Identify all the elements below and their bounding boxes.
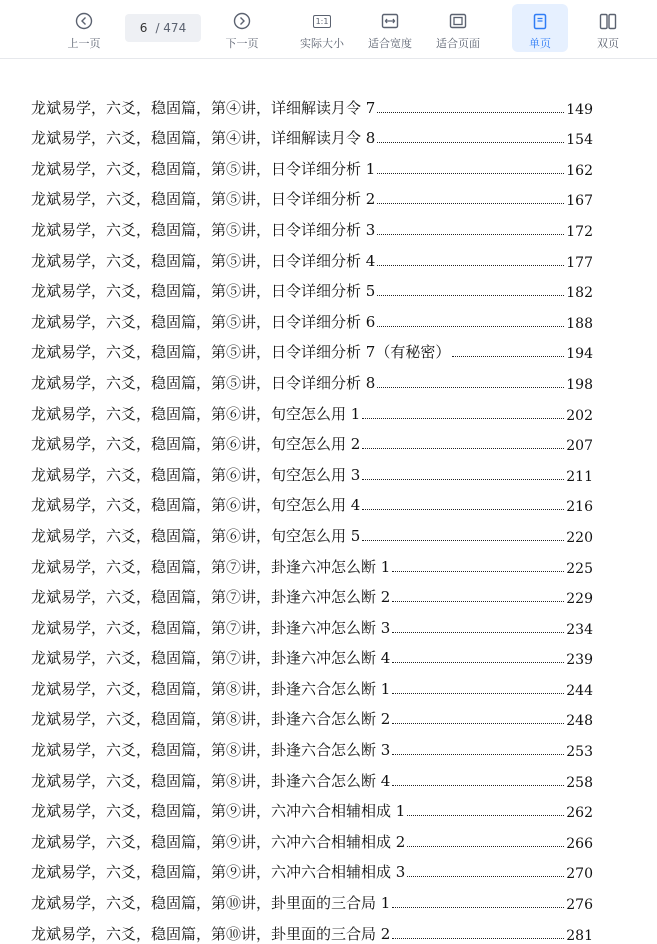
toc-entry-title: 龙斌易学，六爻，稳固篇，第⑩讲，卦里面的三合局 1 [31, 894, 391, 913]
toc-entry-page: 266 [566, 835, 593, 852]
toc-leader-dots [392, 570, 564, 572]
toc-entry[interactable] [31, 87, 593, 118]
toc-entry-title: 龙斌易学，六爻，稳固篇，第⑥讲，旬空怎么用 3 [31, 465, 361, 484]
toc-entry-title: 龙斌易学，六爻，稳固篇，第④讲，详细解读月令 8 [31, 129, 376, 148]
toc-entry-page: 220 [566, 529, 593, 546]
toc-entry[interactable] [31, 240, 593, 271]
fit-page-icon [449, 10, 467, 32]
toc-entry[interactable] [31, 148, 593, 179]
toc-entry[interactable] [31, 393, 593, 424]
toc-entry[interactable] [31, 668, 593, 699]
double-page-label: 双页 [597, 37, 619, 50]
toc-leader-dots [362, 508, 564, 510]
toc-entry[interactable] [31, 179, 593, 210]
toc-entry[interactable] [31, 729, 593, 760]
toc-leader-dots [362, 478, 564, 480]
toc-leader-dots [392, 906, 564, 908]
toc-entry-title: 龙斌易学，六爻，稳固篇，第⑤讲，日令详细分析 4 [31, 251, 376, 270]
toc-leader-dots [377, 386, 564, 388]
toc-entry[interactable] [31, 424, 593, 455]
toc-entry[interactable] [31, 791, 593, 822]
toc-leader-dots [392, 631, 564, 633]
toc-entry-title: 龙斌易学，六爻，稳固篇，第⑦讲，卦逢六冲怎么断 2 [31, 588, 391, 607]
toc-leader-dots [452, 355, 564, 357]
arrow-left-circle-icon [75, 10, 93, 32]
toc-leader-dots [362, 539, 564, 541]
arrow-right-circle-icon [233, 10, 251, 32]
toc-entry-page: 207 [566, 438, 593, 455]
toc-leader-dots [377, 294, 564, 296]
toc-entry[interactable] [31, 332, 593, 363]
page-number-input[interactable] [125, 14, 201, 42]
toc-entry-title: 龙斌易学，六爻，稳固篇，第⑥讲，旬空怎么用 1 [31, 404, 361, 423]
toc-leader-dots [377, 111, 564, 113]
toc-entry[interactable] [31, 607, 593, 638]
current-page: 6 [139, 21, 148, 35]
toc-entry[interactable] [31, 301, 593, 332]
toc-entry[interactable] [31, 882, 593, 913]
toc-entry-title: 龙斌易学，六爻，稳固篇，第⑦讲，卦逢六冲怎么断 4 [31, 649, 391, 668]
toc-entry-page: 253 [566, 744, 593, 761]
toc-leader-dots [392, 661, 564, 663]
toc-entry[interactable] [31, 821, 593, 852]
toc-leader-dots [377, 202, 564, 204]
toc-entry-page: 167 [566, 193, 593, 210]
toc-entry-page: 177 [566, 254, 593, 271]
toc-entry-page: 258 [566, 774, 593, 791]
fit-page-button[interactable] [430, 4, 486, 52]
toc-entry-page: 149 [566, 101, 593, 118]
single-page-button[interactable] [512, 4, 568, 52]
toc-entry-title: 龙斌易学，六爻，稳固篇，第⑧讲，卦逢六合怎么断 1 [31, 679, 391, 698]
toc-entry-page: 188 [566, 315, 593, 332]
actual-size-button[interactable] [294, 4, 350, 52]
toc-entry[interactable] [31, 118, 593, 149]
toc-entry-page: 262 [566, 805, 593, 822]
toc-leader-dots [392, 722, 564, 724]
toc-entry-page: 162 [566, 162, 593, 179]
toc-entry-page: 225 [566, 560, 593, 577]
viewer-toolbar [0, 0, 657, 59]
toc-entry-title: 龙斌易学，六爻，稳固篇，第⑥讲，旬空怎么用 2 [31, 435, 361, 454]
toc-entry-title: 龙斌易学，六爻，稳固篇，第④讲，详细解读月令 7 [31, 98, 376, 117]
toc-entry-title: 龙斌易学，六爻，稳固篇，第⑥讲，旬空怎么用 4 [31, 496, 361, 515]
fit-width-icon [381, 10, 399, 32]
actual-size-icon [313, 10, 332, 32]
toc-entry[interactable] [31, 913, 593, 944]
toc-entry[interactable] [31, 699, 593, 730]
toc-entry-title: 龙斌易学，六爻，稳固篇，第⑤讲，日令详细分析 7（有秘密） [31, 343, 451, 362]
single-page-label: 单页 [529, 37, 551, 50]
toc-leader-dots [392, 600, 564, 602]
toc-entry[interactable] [31, 485, 593, 516]
toc-entry-title: 龙斌易学，六爻，稳固篇，第⑤讲，日令详细分析 3 [31, 220, 376, 239]
toc-leader-dots [362, 447, 564, 449]
toc-entry-page: 234 [566, 621, 593, 638]
toc-entry-page: 270 [566, 866, 593, 883]
toc-entry[interactable] [31, 271, 593, 302]
fit-width-button[interactable] [362, 4, 418, 52]
toc-leader-dots [407, 845, 564, 847]
toc-leader-dots [392, 753, 564, 755]
toc-entry-page: 154 [566, 132, 593, 149]
toc-entry-page: 182 [566, 285, 593, 302]
toc-leader-dots [362, 417, 564, 419]
toc-entry[interactable] [31, 760, 593, 791]
toc-entry-page: 198 [566, 376, 593, 393]
toc-entry[interactable] [31, 362, 593, 393]
toc-entry-title: 龙斌易学，六爻，稳固篇，第⑤讲，日令详细分析 8 [31, 373, 376, 392]
toc-leader-dots [392, 937, 564, 939]
actual-size-label: 实际大小 [300, 37, 344, 50]
total-pages: / 474 [155, 21, 187, 35]
toc-entry[interactable] [31, 577, 593, 608]
toc-entry[interactable] [31, 515, 593, 546]
toc-entry-title: 龙斌易学，六爻，稳固篇，第⑧讲，卦逢六合怎么断 2 [31, 710, 391, 729]
table-of-contents [31, 87, 593, 944]
next-page-label: 下一页 [225, 37, 259, 50]
toc-entry-page: 244 [566, 682, 593, 699]
double-page-button[interactable] [580, 4, 636, 52]
toc-leader-dots [407, 814, 564, 816]
toc-leader-dots [377, 233, 564, 235]
prev-page-button[interactable] [56, 4, 112, 52]
toc-entry-title: 龙斌易学，六爻，稳固篇，第⑤讲，日令详细分析 2 [31, 190, 376, 209]
toc-leader-dots [377, 325, 564, 327]
toc-entry-page: 229 [566, 591, 593, 608]
toc-leader-dots [377, 264, 564, 266]
toc-entry[interactable] [31, 852, 593, 883]
toc-leader-dots [377, 141, 564, 143]
document-page [0, 59, 657, 944]
next-page-button[interactable] [214, 4, 270, 52]
toc-leader-dots [392, 692, 564, 694]
toc-entry-page: 202 [566, 407, 593, 424]
toc-entry-page: 281 [566, 927, 593, 944]
single-page-icon [533, 10, 547, 32]
toc-entry-title: 龙斌易学，六爻，稳固篇，第⑨讲，六冲六合相辅相成 2 [31, 832, 406, 851]
toc-leader-dots [377, 172, 564, 174]
toc-entry-title: 龙斌易学，六爻，稳固篇，第⑥讲，旬空怎么用 5 [31, 526, 361, 545]
double-page-icon [599, 10, 617, 32]
toc-entry-title: 龙斌易学，六爻，稳固篇，第⑤讲，日令详细分析 6 [31, 312, 376, 331]
toc-leader-dots [407, 875, 564, 877]
toc-entry-page: 172 [566, 223, 593, 240]
toc-entry-title: 龙斌易学，六爻，稳固篇，第⑨讲，六冲六合相辅相成 3 [31, 863, 406, 882]
toc-entry-page: 194 [566, 346, 593, 363]
actual-size-icon-text: 1:1 [313, 15, 332, 28]
toc-entry-page: 248 [566, 713, 593, 730]
toc-entry[interactable] [31, 454, 593, 485]
toc-entry[interactable] [31, 546, 593, 577]
toc-entry[interactable] [31, 209, 593, 240]
toc-entry-title: 龙斌易学，六爻，稳固篇，第⑤讲，日令详细分析 1 [31, 159, 376, 178]
toc-entry-page: 239 [566, 652, 593, 669]
toc-entry[interactable] [31, 638, 593, 669]
fit-page-label: 适合页面 [436, 37, 480, 50]
toc-entry-title: 龙斌易学，六爻，稳固篇，第⑦讲，卦逢六冲怎么断 1 [31, 557, 391, 576]
toc-entry-title: 龙斌易学，六爻，稳固篇，第⑨讲，六冲六合相辅相成 1 [31, 802, 406, 821]
toc-entry-title: 龙斌易学，六爻，稳固篇，第⑤讲，日令详细分析 5 [31, 282, 376, 301]
toc-entry-page: 276 [566, 897, 593, 914]
prev-page-label: 上一页 [67, 37, 101, 50]
toc-leader-dots [392, 784, 564, 786]
toc-entry-title: 龙斌易学，六爻，稳固篇，第⑧讲，卦逢六合怎么断 4 [31, 771, 391, 790]
toc-entry-title: 龙斌易学，六爻，稳固篇，第⑦讲，卦逢六冲怎么断 3 [31, 618, 391, 637]
toc-entry-page: 211 [566, 468, 593, 485]
fit-width-label: 适合宽度 [368, 37, 412, 50]
toc-entry-title: 龙斌易学，六爻，稳固篇，第⑧讲，卦逢六合怎么断 3 [31, 741, 391, 760]
toc-entry-page: 216 [566, 499, 593, 516]
toc-entry-title: 龙斌易学，六爻，稳固篇，第⑩讲，卦里面的三合局 2 [31, 924, 391, 943]
